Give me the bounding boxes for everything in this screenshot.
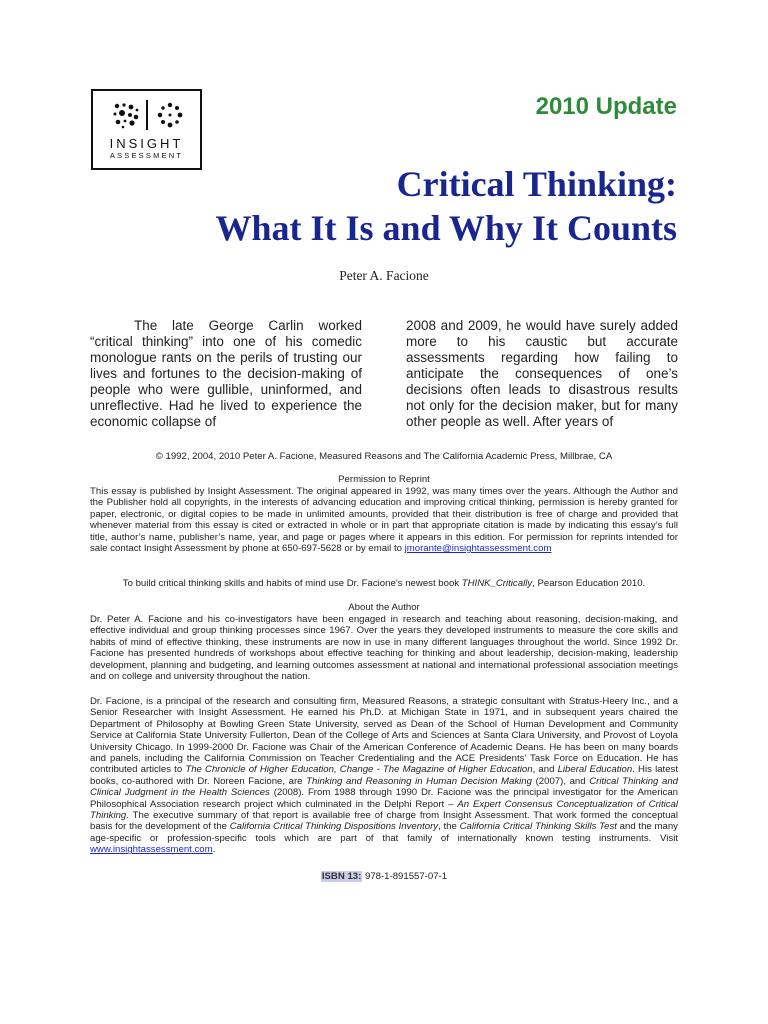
about-heading: About the Author	[348, 602, 420, 613]
about-paragraph-2	[90, 696, 678, 856]
about-text: Dr. Facione, is a principal of the research and consulting firm, Measured Reasons, a strategic consultant with Stratus-Heery Inc., and a Senior Researcher with Insight Assessment. He earned his Ph.D. at Michigan State in 1971, and in subsequent years chaired the Department of Philosophy at Bowling Green State University, served as Dean of the School of Human Development and Community Service at California State University Fullerton, Dean of the College of Arts and Sciences at Santa Clara University, and Provost of Loyola University Chicago. In 1999-2000 Dr. Facione was Chair of the American Conference of Academic Deans. He has been on many boards and panels, including the California Commission on Teacher Credentialing and the ACE Presidents’ Task Force on Education. He has contributed articles to	[90, 696, 678, 776]
about-text: .	[212, 844, 216, 856]
about-text: . The executive summary of that report is available free of charge from Insight Assessment. That work formed the conceptual basis for the development of the	[90, 810, 678, 833]
about-text: , the	[438, 821, 460, 833]
permission-heading: Permission to Reprint	[338, 474, 430, 485]
isbn-line	[90, 871, 678, 882]
book-note	[90, 578, 678, 589]
permission-body: This essay is published by Insight Assessment. The original appeared in 1992, was many times over the years. Although the Author and the Publisher hold all copyrights, in the interests of advancing education and improving critical thinking, permission is hereby granted for paper, electronic, or digital copies to be made in unlimited amounts, provided that their distribution is free of charge and provided that whenever material from this essay is cited or extracted in whole or in part that appropriate citation is made by indicating this essay’s full title, author’s name, publisher’s name, year, and page or pages where it appears in this edition. For permission for reprints intended for sale contact Insight Assessment by phone at 650-697-5628 or by email to	[90, 486, 678, 555]
author-name: Peter A. Facione	[339, 268, 429, 283]
book-note-post: , Pearson Education 2010.	[532, 578, 646, 589]
book-note-pre: To build critical thinking skills and habits of mind use Dr. Facione’s newest book	[122, 578, 462, 589]
page-title	[216, 162, 677, 250]
title-line-1: Critical Thinking:	[396, 164, 677, 204]
about-para1-text: Dr. Peter A. Facione and his co-investigators have been engaged in research and teaching about reasoning, decision-making, and effective individual and group thinking processes since 1967. Over the years they developed instruments to measure the core skills and habits of mind of effective thinking, these instruments are now in use in many different languages throughout the world. Since 1992 Dr. Facione has presented hundreds of workshops about effective teaching for thinking and about leadership, decision-making, leadership development, planning and budgeting, and learning outcomes assessment at national and international professional association meetings and on college and university throughout the nation.	[90, 614, 678, 683]
book-title: Thinking and Reasoning in Human Decision Making	[306, 775, 532, 787]
logo-divider	[146, 100, 148, 130]
insight-assessment-logo	[91, 89, 202, 170]
about-text: (2007), and	[531, 775, 590, 787]
about-text: (2008). From 1988 through 1990 Dr. Facione was the principal investigator for the American Philosophical Association research project which culminated in the Delphi Report –	[90, 787, 678, 810]
dots-cluster-icon	[111, 101, 141, 129]
about-text: , and	[532, 764, 558, 776]
isbn-label: ISBN 13:	[321, 871, 362, 882]
instrument-title: California Critical Thinking Dispositions Inventory	[229, 821, 439, 833]
permission-section	[90, 486, 678, 554]
intro-left-text: The late George Carlin worked “critical thinking” into one of his comedic monologue rants on the perils of trusting our lives and fortunes to the decision-making of people who were gullible, uninformed, and unreflective. Had he lived to experience the economic collapse of	[90, 318, 362, 429]
about-paragraph-1	[90, 614, 678, 682]
website-link[interactable]: www.insightassessment.com	[90, 844, 213, 856]
instrument-title: California Critical Thinking Skills Test	[459, 821, 617, 833]
report-title: An Expert Consensus Conceptualization of Critical Thinking	[90, 798, 678, 822]
publication-title: The Chronicle of Higher Education, Change - The Magazine of Higher Education	[185, 764, 533, 776]
update-label: 2010 Update	[535, 93, 677, 120]
book-title: Critical Thinking and Clinical Judgment in the Health Sciences	[90, 775, 678, 799]
book-note-title: THINK_Critically	[461, 578, 533, 589]
intro-column-left	[90, 318, 362, 430]
title-line-2: What It Is and Why It Counts	[215, 208, 677, 248]
logo-tagline: ASSESSMENT	[109, 151, 184, 160]
isbn-value: 978-1-891557-07-1	[362, 871, 448, 882]
intro-column-right	[406, 318, 678, 430]
publication-title: Liberal Education	[557, 764, 633, 776]
about-text: . His latest books, co-authored with Dr. Noreen Facione, are	[90, 764, 679, 787]
logo-wordmark: INSIGHT	[109, 136, 184, 151]
about-text: and the many age-specific or profession-specific tools which are part of that family of internationally known testing instruments. Visit	[90, 821, 678, 844]
copyright-line: © 1992, 2004, 2010 Peter A. Facione, Measured Reasons and The California Academic Press, Millbrae, CA	[155, 451, 613, 462]
permission-email-link[interactable]: jmorante@insightassessment.com	[404, 543, 552, 555]
dots-ring-icon	[155, 101, 185, 129]
intro-right-text: 2008 and 2009, he would have surely added more to his caustic but accurate assessments regarding how failing to anticipate the consequences of one’s decisions often leads to disastrous results not only for the decision maker, but for many other people as well. After years of	[406, 318, 678, 429]
